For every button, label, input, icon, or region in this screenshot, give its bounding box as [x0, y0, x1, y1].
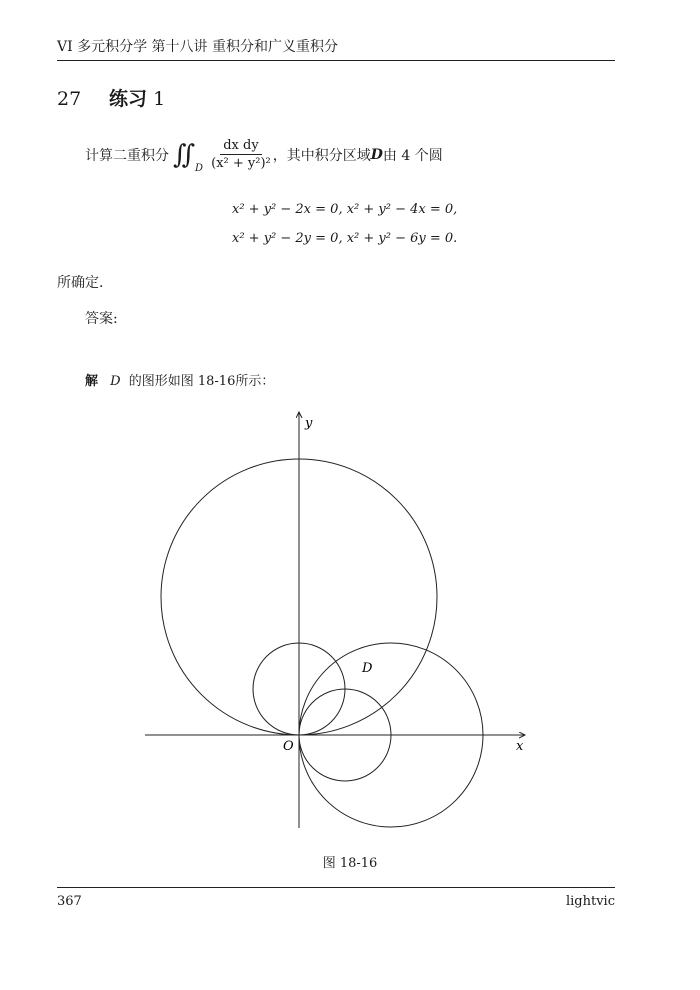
- problem-ending: 所确定.: [57, 275, 104, 291]
- page-number: 367: [57, 894, 82, 909]
- section-number: 27: [57, 88, 82, 110]
- fraction-denominator: (x² + y²)²: [211, 156, 271, 171]
- problem-domain-var: D: [370, 146, 383, 163]
- section-title: 练习: [109, 88, 148, 110]
- circle-equations-row-1: x² + y² − 2x = 0, x² + y² − 4x = 0,: [232, 202, 458, 217]
- answer-label: 答案:: [85, 311, 118, 327]
- fraction-numerator: dx dy: [220, 138, 261, 155]
- solution-label: 解: [85, 374, 99, 389]
- problem-lead: 计算二重积分: [85, 147, 169, 164]
- problem-trail-end: 由 4 个圆: [382, 147, 443, 164]
- double-integral-sign: ∬ D: [173, 139, 204, 174]
- figure-caption: 图 18-16: [322, 856, 378, 871]
- header-text: VI 多元积分学 第十八讲 重积分和广义重积分: [57, 39, 338, 55]
- solution-var: D: [110, 374, 121, 389]
- integral-domain: D: [195, 162, 204, 174]
- footer-author: lightvic: [565, 894, 615, 909]
- problem-trail: ，其中积分区域: [272, 147, 371, 164]
- axis-y-label: y: [305, 416, 313, 431]
- circle-equations-row-2: x² + y² − 2y = 0, x² + y² − 6y = 0.: [232, 231, 458, 246]
- solution-text: 的图形如图 18-16所示：: [128, 374, 275, 389]
- section-title-number: 1: [153, 88, 166, 110]
- axis-x-label: x: [516, 739, 524, 754]
- region-label: D: [362, 661, 373, 676]
- origin-label: O: [283, 739, 294, 754]
- footer-rule: [57, 887, 615, 888]
